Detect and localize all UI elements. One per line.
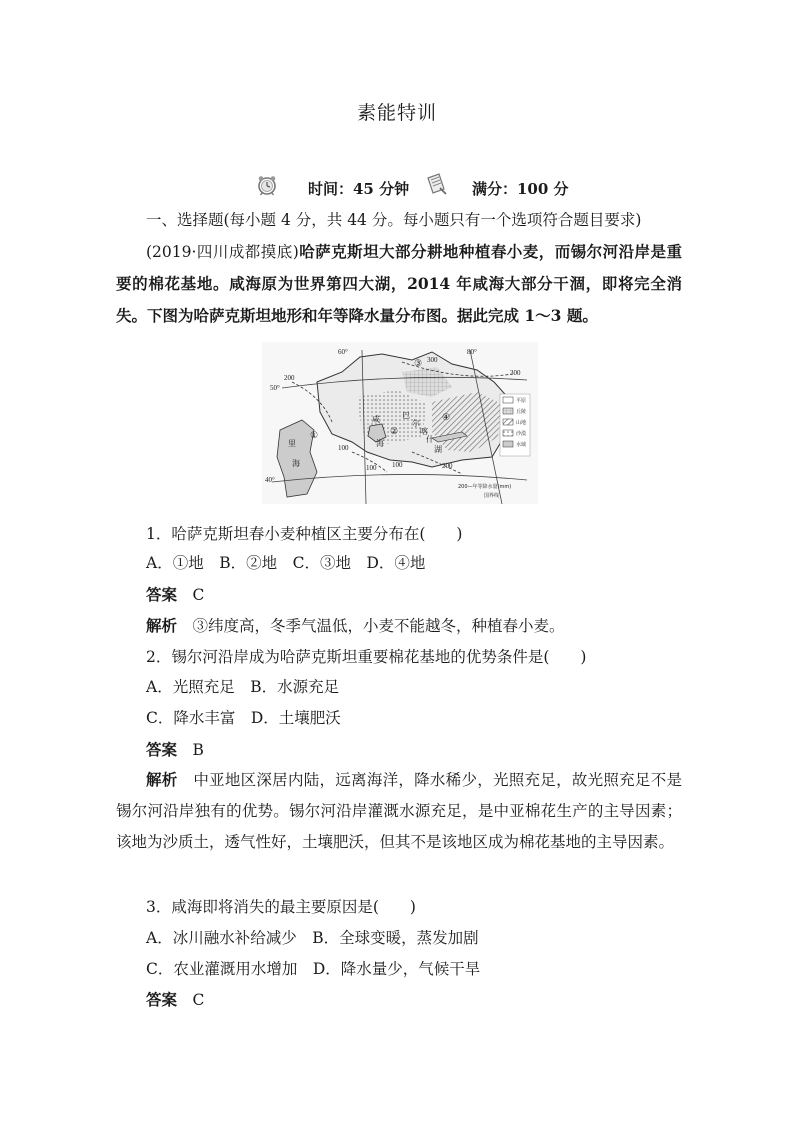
q1-options: A．①地 B．②地 C．③地 D．④地 [146,554,426,572]
legend-swatch-desert [503,430,513,436]
intro-text: 哈萨克斯坦大部分耕地种植春小麦，而锡尔河沿岸是重要的棉花基地。咸海原为世界第四大湖，2014 年咸海大部分干涸，即将完全消失。下图为哈萨克斯坦地形和年等降水量分布图。据此完成 1～3 题。 [116,242,682,325]
q2-analysis: 中亚地区深居内陆，远离海洋，降水稀少，光照充足，故光照充足不是锡尔河沿岸独有的优势。锡尔河沿岸灌溉水源充足，是中亚棉花生产的主导因素；该地为沙质土，透气性好，土壤肥沃，但其不是该地区成为棉花基地的主导因素。 [116,771,682,851]
region-label: ② [390,426,399,436]
q2-answer-row [146,740,204,760]
legend-swatch-mountain [503,419,513,425]
place-label: 海 [292,459,300,468]
test-paper-icon [424,172,448,196]
exam-time: 时间：45 分钟 [308,180,410,198]
lon-label-60: 60° [338,348,348,356]
place-label: 尔 [412,419,420,428]
region-label: ③ [414,358,423,368]
place-label: 咸 [372,415,380,424]
answer-label: 答案 [146,740,178,759]
intro-source: (2019·四川成都摸底) [146,243,299,261]
q1-answer: C [192,586,205,604]
legend-border: 国界线 [484,493,500,499]
isohyet-label: 300 [510,369,521,377]
isohyet-label: 100 [366,464,377,472]
alarm-clock-icon [256,174,278,196]
legend-label: 山地 [516,420,527,426]
q2-analysis-paragraph [116,764,682,858]
lat-label-40: 40° [265,476,275,484]
place-label: 喀 [420,427,428,436]
place-label: 海 [376,439,384,448]
kazakhstan-map-figure [262,342,538,504]
q3-answer: C [192,991,205,1009]
legend-label: 沙漠 [516,431,527,437]
legend-swatch-water [503,441,513,447]
place-label: 巴 [402,411,410,420]
q1-answer-row [146,585,204,605]
place-label: 里 [288,439,296,448]
isohyet-label: 200 [284,374,295,382]
q3-options-1: A．冰川融水补给减少 B．全球变暖，蒸发加剧 [146,929,479,947]
q2-options-1: A．光照充足 B．水源充足 [146,678,340,696]
region-label: ④ [442,412,451,422]
legend-swatch-hill [503,408,513,414]
lon-label-80: 80° [467,348,477,356]
q1-analysis-row [146,616,565,636]
legend-label: 丘陵 [516,409,527,415]
legend-swatch-plain [503,397,513,403]
analysis-label: 解析 [146,770,178,789]
exam-meta [250,176,610,200]
legend-isohyet: 200—年等降水量(mm) [458,484,512,490]
place-label: 什 [426,435,434,444]
intro-paragraph [116,236,682,332]
answer-label: 答案 [146,585,178,604]
q3-stem: 3．咸海即将消失的最主要原因是( ) [146,898,416,916]
isohyet-label: 200 [442,462,453,470]
place-label: 湖 [434,445,442,454]
q1-analysis: ③纬度高，冬季气温低，小麦不能越冬，种植春小麦。 [192,617,565,635]
q3-answer-row [146,990,204,1010]
q2-stem: 2．锡尔河沿岸成为哈萨克斯坦重要棉花基地的优势条件是( ) [146,648,587,666]
q2-options-2: C．降水丰富 D．土壤肥沃 [146,709,341,727]
analysis-label: 解析 [146,616,178,635]
isohyet-label: 300 [427,356,438,364]
q3-options-2: C．农业灌溉用水增加 D．降水量少，气候干旱 [146,960,481,978]
isohyet-label: 100 [338,444,349,452]
q1-stem: 1．哈萨克斯坦春小麦种植区主要分布在( ) [146,525,463,543]
legend-label: 水域 [516,442,527,448]
q2-answer: B [192,741,204,759]
lat-label-50: 50° [270,384,280,392]
page-title: 素能特训 [356,102,437,124]
legend-label: 平原 [516,398,527,404]
exam-full-score: 满分：100 分 [472,180,569,198]
region-label: ① [310,430,319,440]
isohyet-label: 100 [392,461,403,469]
answer-label: 答案 [146,990,178,1009]
section-heading: 一、选择题(每小题 4 分，共 44 分。每小题只有一个选项符合题目要求) [146,211,642,229]
